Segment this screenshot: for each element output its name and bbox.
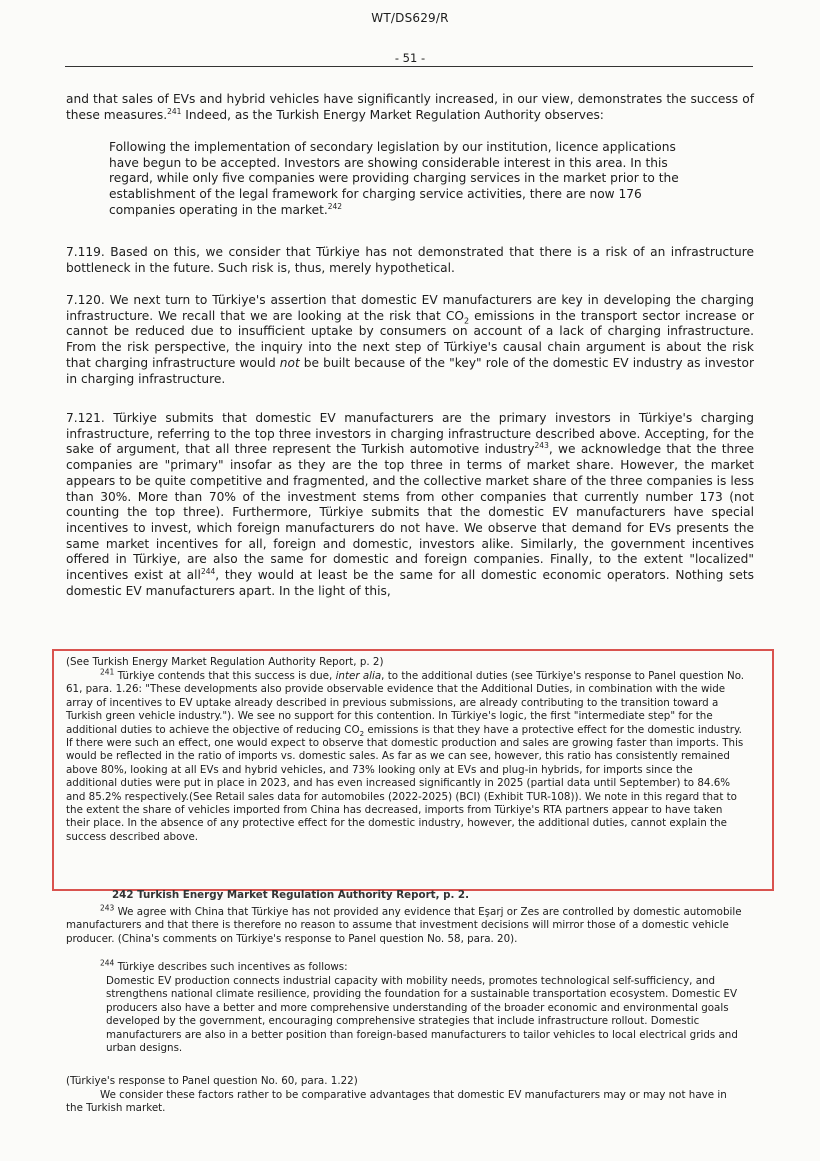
- footnote-242: 242 Turkish Energy Market Regulation Authority Report, p. 2.: [112, 889, 470, 901]
- footnote-ref-242[interactable]: 242: [327, 201, 343, 211]
- footnote-243: $^{243}$ We agree with China that Türkiye has not provided any evidence that Eşarj or Zes are controlled by domestic automobile manufacturers and that there is therefore no reason to assume that investment decisions will mirror those of a domestic vehicle producer. (China's comments on Türkiye's response to Panel question No. 58, para. 20).: [66, 903, 742, 945]
- footnote-ref-241[interactable]: 241: [167, 106, 182, 116]
- paragraph-7-119: 7.119. Based on this, we consider that Türkiye has not demonstrated that there is a risk of an infrastructure bottleneck in the future. Such risk is, thus, merely hypothetical.: [66, 245, 754, 275]
- footnote-244-intro: $^{244}$ Türkiye describes such incentives as follows:: [100, 958, 348, 973]
- footnote-244-tail: We consider these factors rather to be comparative advantages that domestic EV manufacturers may or may not have in the Turkish market.: [66, 1089, 727, 1115]
- footnote-ref-243[interactable]: 243: [534, 441, 549, 451]
- footnote-ref-244[interactable]: 244: [200, 566, 216, 576]
- footnote-244-source: (Türkiye's response to Panel question No. 60, para. 1.22): [66, 1075, 358, 1087]
- page-number: - 51 -: [394, 51, 426, 65]
- footnote-244-quote: Domestic EV production connects industrial capacity with mobility needs, promotes technological self-sufficiency, and strengthens national climate resilience, providing the foundation for a sustainable transportation ecosystem. Domestic EV producers also have a better and more comprehensive understanding of the broader economic and environmental goals developed by the government, encouraging comprehensive strategies that include infrastructure rollout. Domestic manufacturers are also in a better position than foreign-based manufacturers to tailor vehicles to local electrical grids and urban designs.: [106, 975, 738, 1055]
- footnote-240-tail: (See Turkish Energy Market Regulation Authority Report, p. 2): [66, 656, 384, 668]
- footnote-241: $^{241}$ Türkiye contends that this success is due, inter alia, to the additional duties (see Türkiye's response to Panel question No. 61, para. 1.26: "These developments also provide observable evidence that the Additional Duties, in combination with the wide array of incentives to EV uptake already described in previous submissions, are already contributing to the transition toward a Turkish green vehicle industry."). We see no support for this contention. In Türkiye's logic, the first "intermediate step" for the additional duties to achieve the objective of reducing $CO_2$ emissions is that they have a protective effect for the domestic industry. If there were such an effect, one would expect to observe that domestic production and sales are growing faster than imports. This would be reflected in the ratio of imports vs. domestic sales. As far as we can see, however, this ratio has consistently remained above 80%, looking at all EVs and hybrid vehicles, and 73% looking only at EVs and plug-in hybrids, for imports since the additional duties were put in place in 2023, and has even increased significantly in 2025 (partial data until September) to 84.6% and 85.2% respectively.(See Retail sales data for automobiles (2022-2025) (BCI) (Exhibit TUR-108)). We note in this regard that to the extent the share of vehicles imported from China has decreased, imports from Türkiye's RTA partners appear to have taken their place. In the absence of any protective effect for the domestic industry, however, the additional duties, cannot explain the success described above.: [66, 667, 745, 843]
- document-code: WT/DS629/R: [371, 11, 449, 25]
- paragraph-intro: and that sales of EVs and hybrid vehicles have significantly increased, in our view, demonstrates the success of these measures.$^{241}$ Indeed, as the Turkish Energy Market Regulation Authority observes:: [66, 92, 754, 122]
- block-quote: Following the implementation of secondary legislation by our institution, licence applications have begun to be accepted. Investors are showing considerable interest in this area. In this regard, while only five companies were providing charging services in the market prior to the establishment of the legal framework for charging service activities, there are now 176 companies operating in the market.$^{242}$: [109, 140, 679, 217]
- paragraph-7-121: 7.121. Türkiye submits that domestic EV manufacturers are the primary investors in Türkiye's charging infrastructure, referring to the top three investors in charging infrastructure described above. Accepting, for the sake of argument, that all three represent the Turkish automotive industry$^{243}$, we acknowledge that the three companies are "primary" insofar as they are the top three in terms of market share. However, the market appears to be quite competitive and fragmented, and the collective market share of the three companies is less than 30%. More than 70% of the investment stems from other companies that currently number 173 (not counting the top three). Furthermore, Türkiye submits that the domestic EV manufacturers have special incentives to invest, which foreign manufacturers do not have. We observe that demand for EVs presents the same market incentives for all, foreign and domestic, investors alike. Similarly, the government incentives offered in Türkiye, are also the same for domestic and foreign companies. Finally, to the extent "localized" incentives exist at all$^{244}$, they would at least be the same for all domestic economic operators. Nothing sets domestic EV manufacturers apart. In the light of this,: [66, 411, 755, 598]
- header-rule: [65, 66, 753, 67]
- paragraph-7-120: 7.120. We next turn to Türkiye's assertion that domestic EV manufacturers are key in developing the charging infrastructure. We recall that we are looking at the risk that $CO_2$ emissions in the transport sector increase or cannot be reduced due to insufficient uptake by consumers on account of a lack of charging infrastructure. From the risk perspective, the inquiry into the next step of Türkiye's causal chain argument is about the risk that charging infrastructure would not be built because of the "key" role of the domestic EV industry as investor in charging infrastructure.: [66, 293, 755, 386]
